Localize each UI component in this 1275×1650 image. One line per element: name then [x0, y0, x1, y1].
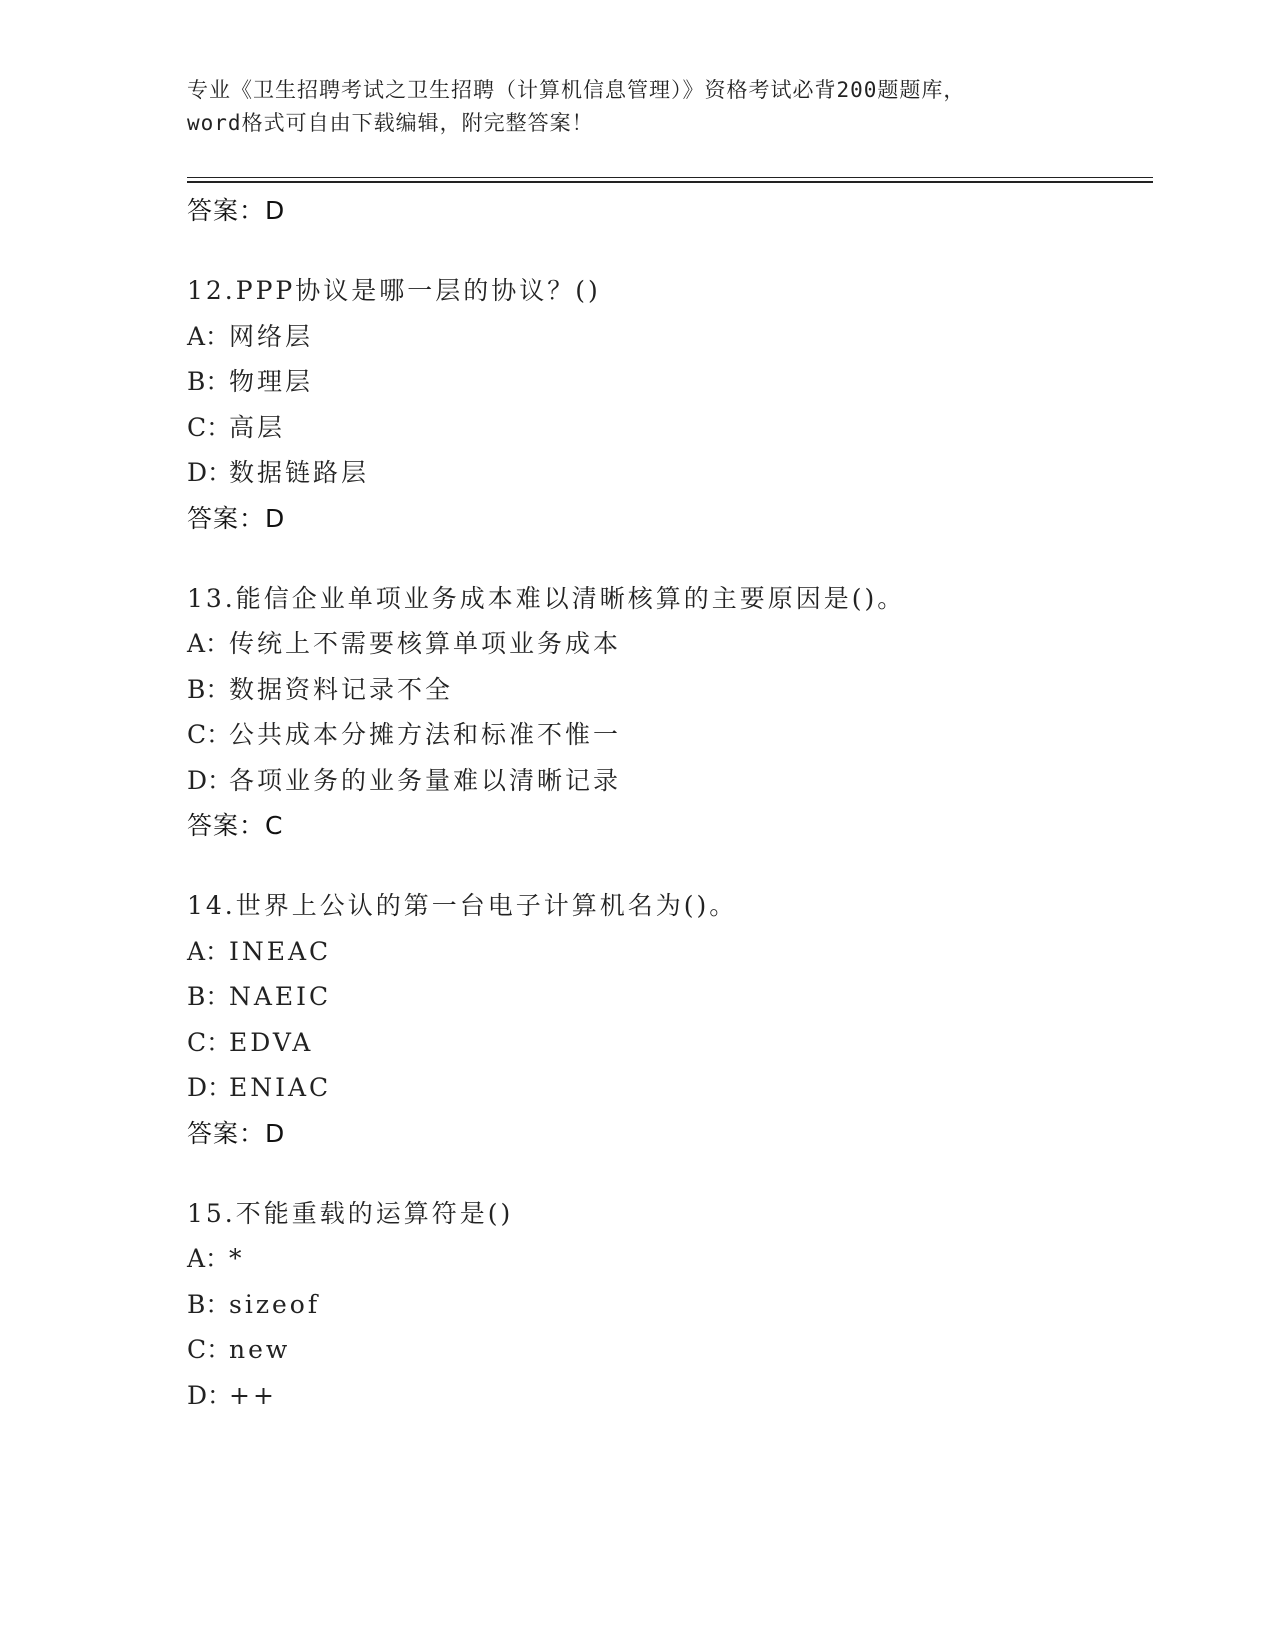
- header-divider-thick: [187, 181, 1153, 183]
- answer-line: 答案：D: [187, 1118, 286, 1148]
- option-text: EDVA: [229, 1027, 314, 1057]
- answer-line: 答案：D: [187, 196, 286, 225]
- question-stem: 14.世界上公认的第一台电子计算机名为()。: [187, 891, 738, 920]
- option-letter: D：: [187, 1073, 233, 1102]
- option-text: ++: [229, 1380, 277, 1410]
- option-text: 公共成本分摊方法和标准不惟一: [229, 720, 622, 749]
- option-letter: C：: [187, 720, 232, 749]
- question-stem: 15.不能重载的运算符是(): [187, 1198, 514, 1228]
- option-letter: B：: [187, 674, 231, 704]
- question-stem: 12.PPP协议是哪一层的协议？(): [187, 276, 601, 305]
- question-block: [187, 268, 1147, 542]
- answer-line: 答案：C: [187, 811, 284, 840]
- option-text: 传统上不需要核算单项业务成本: [229, 629, 622, 658]
- option-letter: B：: [187, 1289, 231, 1319]
- answer-option: [187, 712, 1147, 758]
- answer-option: [187, 974, 1147, 1020]
- option-text: sizeof: [229, 1289, 321, 1319]
- option-text: 物理层: [229, 367, 314, 396]
- option-letter: B：: [187, 367, 231, 396]
- question-block: [187, 883, 1147, 1157]
- option-letter: D：: [187, 1380, 233, 1410]
- answer-option: [187, 450, 1147, 496]
- option-text: 数据链路层: [229, 458, 370, 487]
- option-letter: D：: [187, 458, 233, 487]
- option-text: ENIAC: [229, 1073, 332, 1102]
- option-text: NAEIC: [229, 982, 332, 1011]
- answer-option: [187, 1373, 1147, 1419]
- option-text: new: [229, 1335, 291, 1364]
- question-block: [187, 576, 1147, 850]
- header-line-1: 专业《卫生招聘考试之卫生招聘（计算机信息管理）》资格考试必背200题题库，: [187, 78, 966, 102]
- option-letter: C：: [187, 412, 232, 442]
- answer-option: [187, 314, 1147, 360]
- option-letter: A：: [187, 936, 231, 966]
- answer-option: [187, 621, 1147, 667]
- answer-option: [187, 405, 1147, 451]
- answer-option: [187, 758, 1147, 804]
- answer-option: [187, 1065, 1147, 1111]
- option-text: 高层: [229, 412, 286, 442]
- option-letter: A：: [187, 1244, 231, 1273]
- question-block: [187, 1191, 1147, 1419]
- question-stem: 13.能信企业单项业务成本难以清晰核算的主要原因是()。: [187, 583, 906, 613]
- option-text: *: [229, 1244, 245, 1273]
- option-text: INEAC: [229, 936, 332, 966]
- option-letter: A：: [187, 321, 231, 351]
- page-header: [187, 74, 1087, 140]
- answer-option: [187, 667, 1147, 713]
- header-divider-thin: [187, 177, 1153, 178]
- answer-option: [187, 1020, 1147, 1066]
- option-text: 数据资料记录不全: [229, 674, 454, 704]
- option-text: 各项业务的业务量难以清晰记录: [229, 765, 622, 795]
- answer-option: [187, 1236, 1147, 1282]
- option-text: 网络层: [229, 321, 314, 351]
- option-letter: A：: [187, 629, 231, 658]
- answer-option: [187, 929, 1147, 975]
- option-letter: C：: [187, 1027, 232, 1057]
- option-letter: D：: [187, 765, 233, 795]
- answer-option: [187, 1282, 1147, 1328]
- header-line-2: word格式可自由下载编辑，附完整答案！: [187, 111, 594, 135]
- answer-option: [187, 1327, 1147, 1373]
- answer-line: 答案：D: [187, 503, 286, 533]
- question-list: [187, 188, 1147, 1418]
- answer-option: [187, 359, 1147, 405]
- option-letter: B：: [187, 982, 231, 1011]
- option-letter: C：: [187, 1335, 232, 1364]
